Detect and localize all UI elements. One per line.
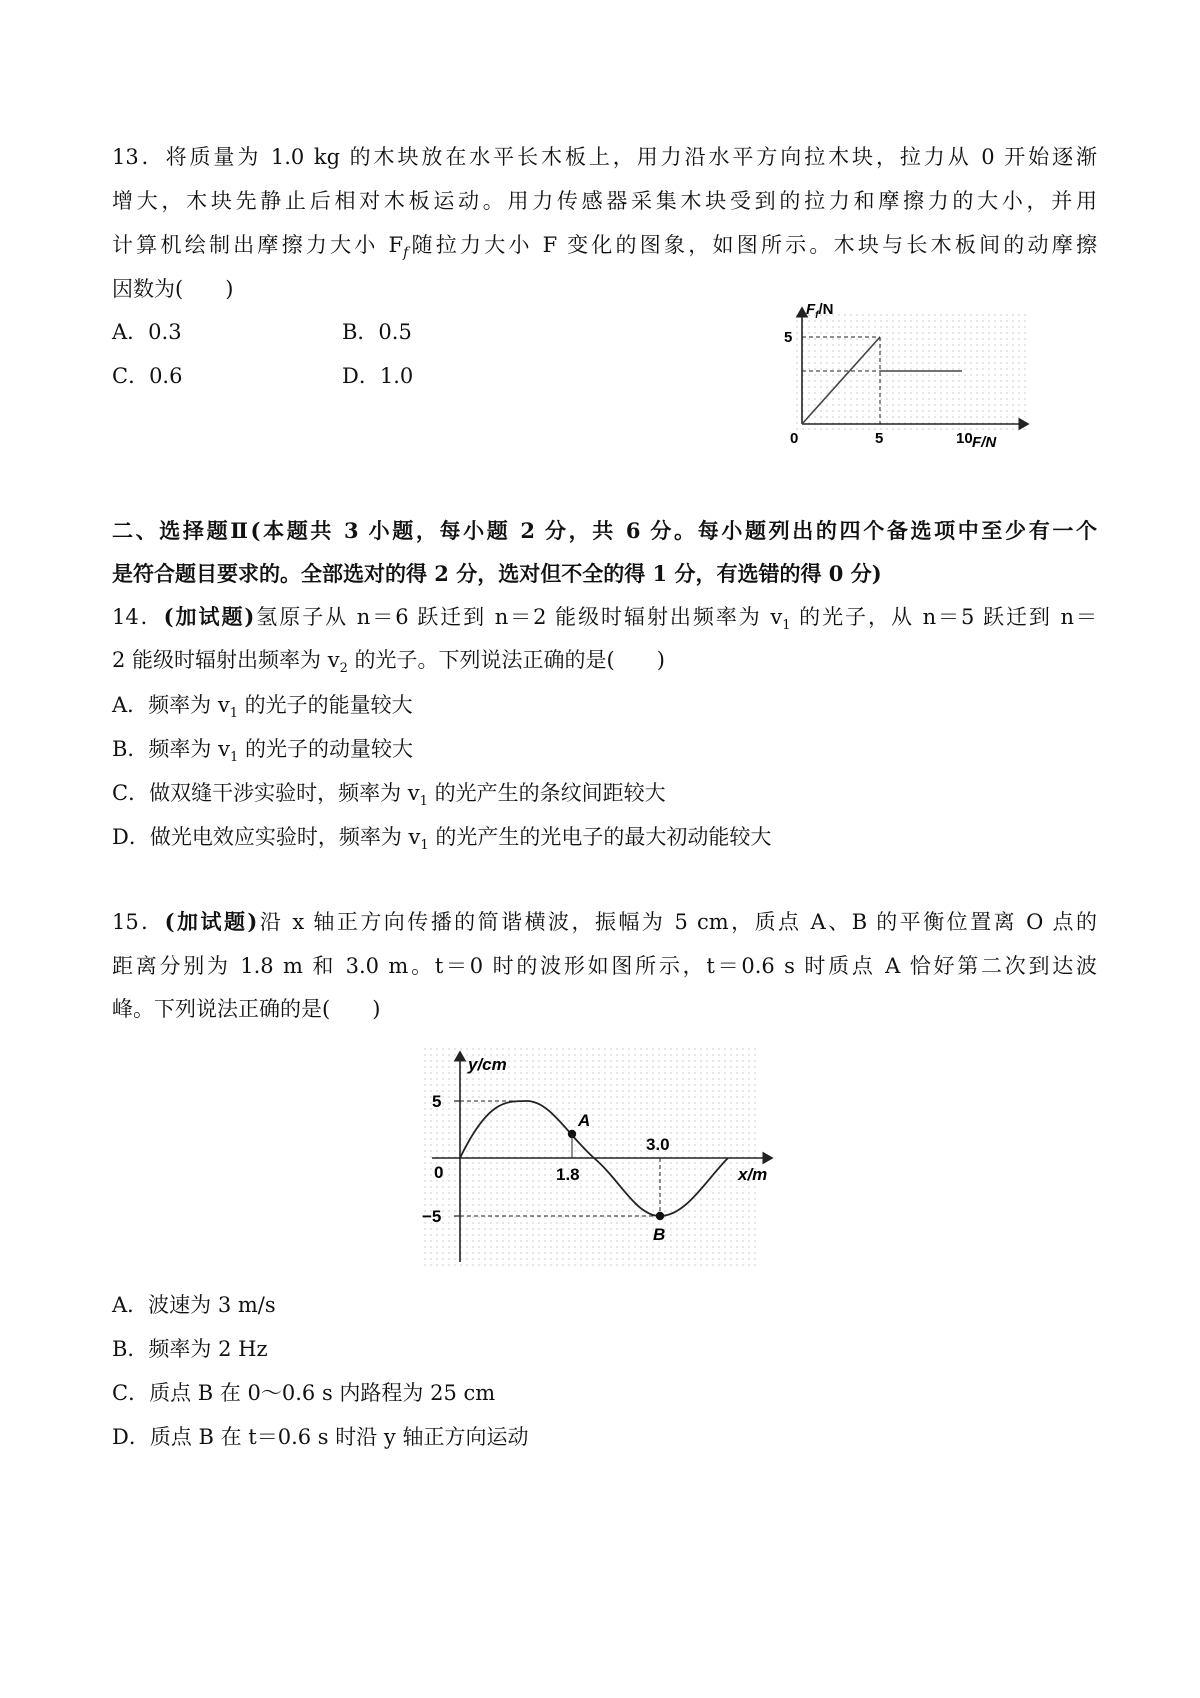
q15-y-label: y/cm (468, 1055, 507, 1074)
q15-option-a: A．波速为 3 m/s (112, 1293, 276, 1317)
q13-option-c: C．0.6 (112, 364, 183, 388)
q13-origin: 0 (790, 430, 799, 447)
q15-point-b-marker (656, 1212, 664, 1220)
q13-y-label: $F_f/N$ (806, 301, 834, 321)
q13-xtick-10: 10 (956, 430, 973, 447)
q15-ytick-neg5: −5 (422, 1207, 442, 1226)
q13-xtick-5: 5 (875, 430, 884, 447)
q15-x-label: x/m (738, 1165, 768, 1184)
q15-line-1: 15．(加试题)沿 x 轴正方向传播的简谐横波，振幅为 5 cm，质点 A、B 的平衡位置离 O 点的 (112, 909, 1097, 934)
q13-option-b: B．0.5 (342, 320, 412, 344)
q14-option-b: B．频率为 $v_1$ 的光子的动量较大 (112, 737, 413, 766)
q15-wave-graph (410, 1040, 790, 1280)
q15-ytick-5: 5 (432, 1092, 442, 1111)
q15-line-2: 距离分别为 1.8 m 和 3.0 m。t＝0 时的波形如图所示，t＝0.6 s 时质点 A 恰好第二次到达波 (112, 954, 1097, 978)
q13-line-2: 增大，木块先静止后相对木板运动。用力传感器采集木块受到的拉力和摩擦力的大小，并用 (112, 189, 1097, 213)
q14-option-a: A．频率为 $v_1$ 的光子的能量较大 (112, 693, 413, 722)
q14-line-2: 2 能级时辐射出频率为 $v_2$ 的光子。下列说法正确的是( ) (112, 648, 665, 677)
q13-option-d: D．1.0 (342, 364, 414, 388)
q13-line-4: 因数为( ) (112, 277, 234, 301)
q15-option-c: C．质点 B 在 0～0.6 s 内路程为 25 cm (112, 1381, 496, 1405)
q15-label-30: 3.0 (646, 1135, 670, 1154)
q13-option-a: A．0.3 (112, 320, 182, 344)
q15-label-b: B (653, 1225, 666, 1244)
section2-line-2: 是符合题目要求的。全部选对的得 2 分，选对但不全的得 1 分，有选错的得 0 分) (112, 561, 882, 586)
q13-friction-graph (770, 300, 1040, 455)
q14-option-c: C．做双缝干涉实验时，频率为 $v_1$ 的光产生的条纹间距较大 (112, 781, 666, 810)
q15-origin: 0 (434, 1163, 444, 1182)
q13-line-1: 13．将质量为 1.0 kg 的木块放在水平长木板上，用力沿水平方向拉木块，拉力从 0 开始逐渐 (112, 145, 1097, 169)
q15-option-d: D．质点 B 在 t＝0.6 s 时沿 y 轴正方向运动 (112, 1425, 529, 1449)
q15-label-a: A (578, 1111, 591, 1130)
q13-line-3: 计算机绘制出摩擦力大小 $F_f$随拉力大小 F 变化的图象，如图所示。木块与长木板间的动摩擦 (112, 233, 1098, 262)
q15-option-b: B．频率为 2 Hz (112, 1337, 268, 1361)
section2-line-1: 二、选择题Ⅱ(本题共 3 小题，每小题 2 分，共 6 分。每小题列出的四个备选项中至少有一个 (112, 518, 1097, 543)
q14-line-1: 14．(加试题)氢原子从 n＝6 跃迁到 n＝2 能级时辐射出频率为 $v_1$ 的光子，从 n＝5 跃迁到 n＝ (112, 604, 1097, 634)
q15-line-3: 峰。下列说法正确的是( ) (112, 997, 381, 1021)
q14-option-d: D．做光电效应实验时，频率为 $v_1$ 的光产生的光电子的最大初动能较大 (112, 825, 772, 854)
q13-x-label: F/N (972, 434, 997, 451)
q15-label-18: 1.8 (556, 1165, 580, 1184)
q13-ytick-5: 5 (784, 329, 793, 346)
